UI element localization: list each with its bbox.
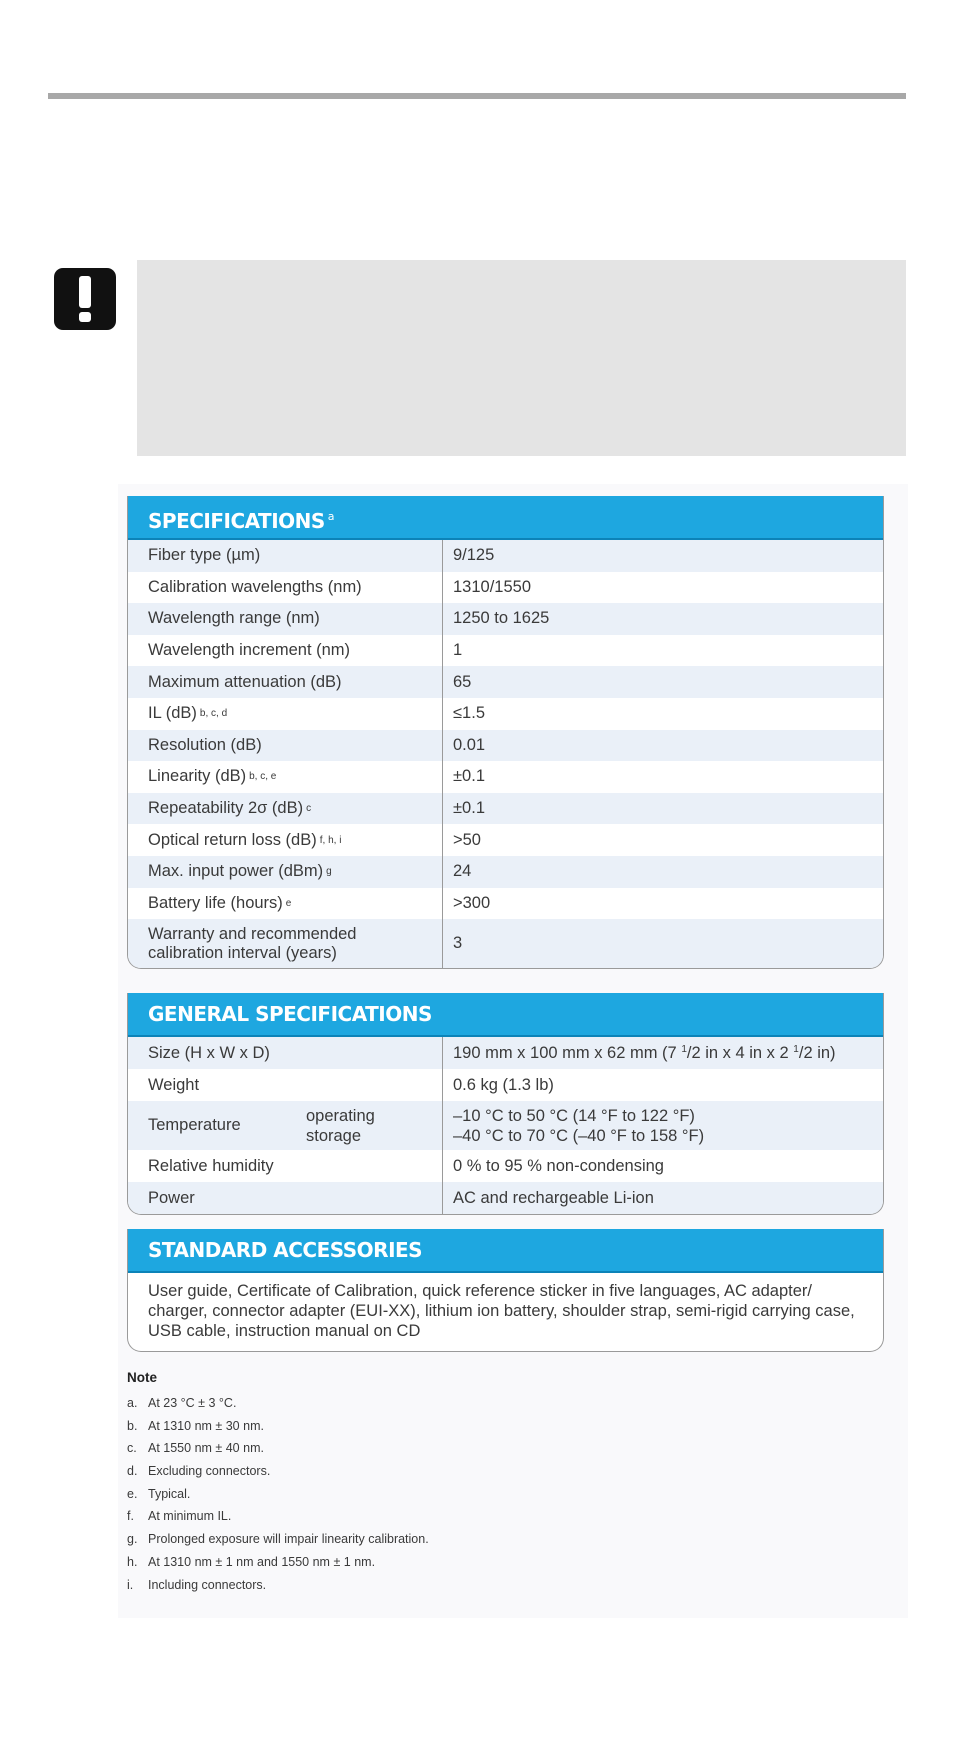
note-item: d. Excluding connectors. (127, 1464, 271, 1479)
general-row-size: Size (H x W x D) 190 mm x 100 mm x 62 mm (7 $^1$/2 in x 4 in x 2 $^1$/2 in) (128, 1037, 883, 1069)
spec-row: Linearity (dB) b, c, e ±0.1 (128, 761, 883, 793)
note-item: f. At minimum IL. (127, 1509, 232, 1524)
important-icon (54, 268, 116, 330)
general-specifications-panel (127, 993, 884, 1215)
standard-accessories-panel (127, 1229, 884, 1352)
note-item: h. At 1310 nm ± 1 nm and 1550 nm ± 1 nm. (127, 1554, 376, 1569)
note-item: b. At 1310 nm ± 30 nm. (127, 1418, 264, 1433)
note-item: a. At 23 °C ± 3 °C. (127, 1396, 237, 1410)
specifications-panel (127, 496, 884, 969)
notes-title: Note (127, 1370, 157, 1385)
general-specifications-header: GENERAL SPECIFICATIONS (128, 993, 883, 1037)
general-row-weight: Weight 0.6 kg (1.3 lb) (128, 1069, 883, 1101)
note-item: g. Prolonged exposure will impair linearity calibration. (127, 1532, 429, 1547)
spec-row: Battery life (hours) e >300 (128, 888, 883, 920)
spec-row: IL (dB) b, c, d ≤1.5 (128, 698, 883, 730)
note-item: c. At 1550 nm ± 40 nm. (127, 1441, 264, 1456)
accessories-text: User guide, Certificate of Calibration, quick reference sticker in five languages, AC adapter/ charger, connector adapter (EUI-XX), lithium ion battery, shoulder strap, semi-rigid carrying case, USB cable, instruction manual on CD (148, 1282, 855, 1340)
spec-row: Resolution (dB) 0.01 (128, 730, 883, 762)
general-row-humidity: Relative humidity 0 % to 95 % non-condensing (128, 1150, 883, 1182)
note-item: e. Typical. (127, 1486, 191, 1501)
notes-section (127, 1370, 827, 1596)
spec-row: Fiber type (µm) 9/125 (128, 540, 883, 572)
general-row-power: Power AC and rechargeable Li-ion (128, 1182, 883, 1214)
header-rule (48, 93, 906, 99)
spec-row: Calibration wavelengths (nm) 1310/1550 (128, 572, 883, 604)
spec-row: Maximum attenuation (dB) 65 (128, 666, 883, 698)
spec-row: Optical return loss (dB) f, h, i >50 (128, 824, 883, 856)
spec-row: Wavelength increment (nm) 1 (128, 635, 883, 667)
spec-row-warranty: Warranty and recommended calibration interval (years) 3 (128, 919, 883, 968)
spec-row: Max. input power (dBm) g 24 (128, 856, 883, 888)
specifications-header: SPECIFICATIONS $^a$ (128, 496, 883, 540)
spec-row: Repeatability 2σ (dB) c ±0.1 (128, 793, 883, 825)
note-item: i. Including connectors. (127, 1577, 267, 1592)
important-note-box (137, 260, 906, 456)
spec-row: Wavelength range (nm) 1250 to 1625 (128, 603, 883, 635)
standard-accessories-header: STANDARD ACCESSORIES (128, 1229, 883, 1273)
general-row-temperature: Temperature operating storage –10 °C to 50 °C (14 °F to 122 °F) –40 °C to 70 °C (–40 °F to 158 °F) (128, 1101, 883, 1150)
